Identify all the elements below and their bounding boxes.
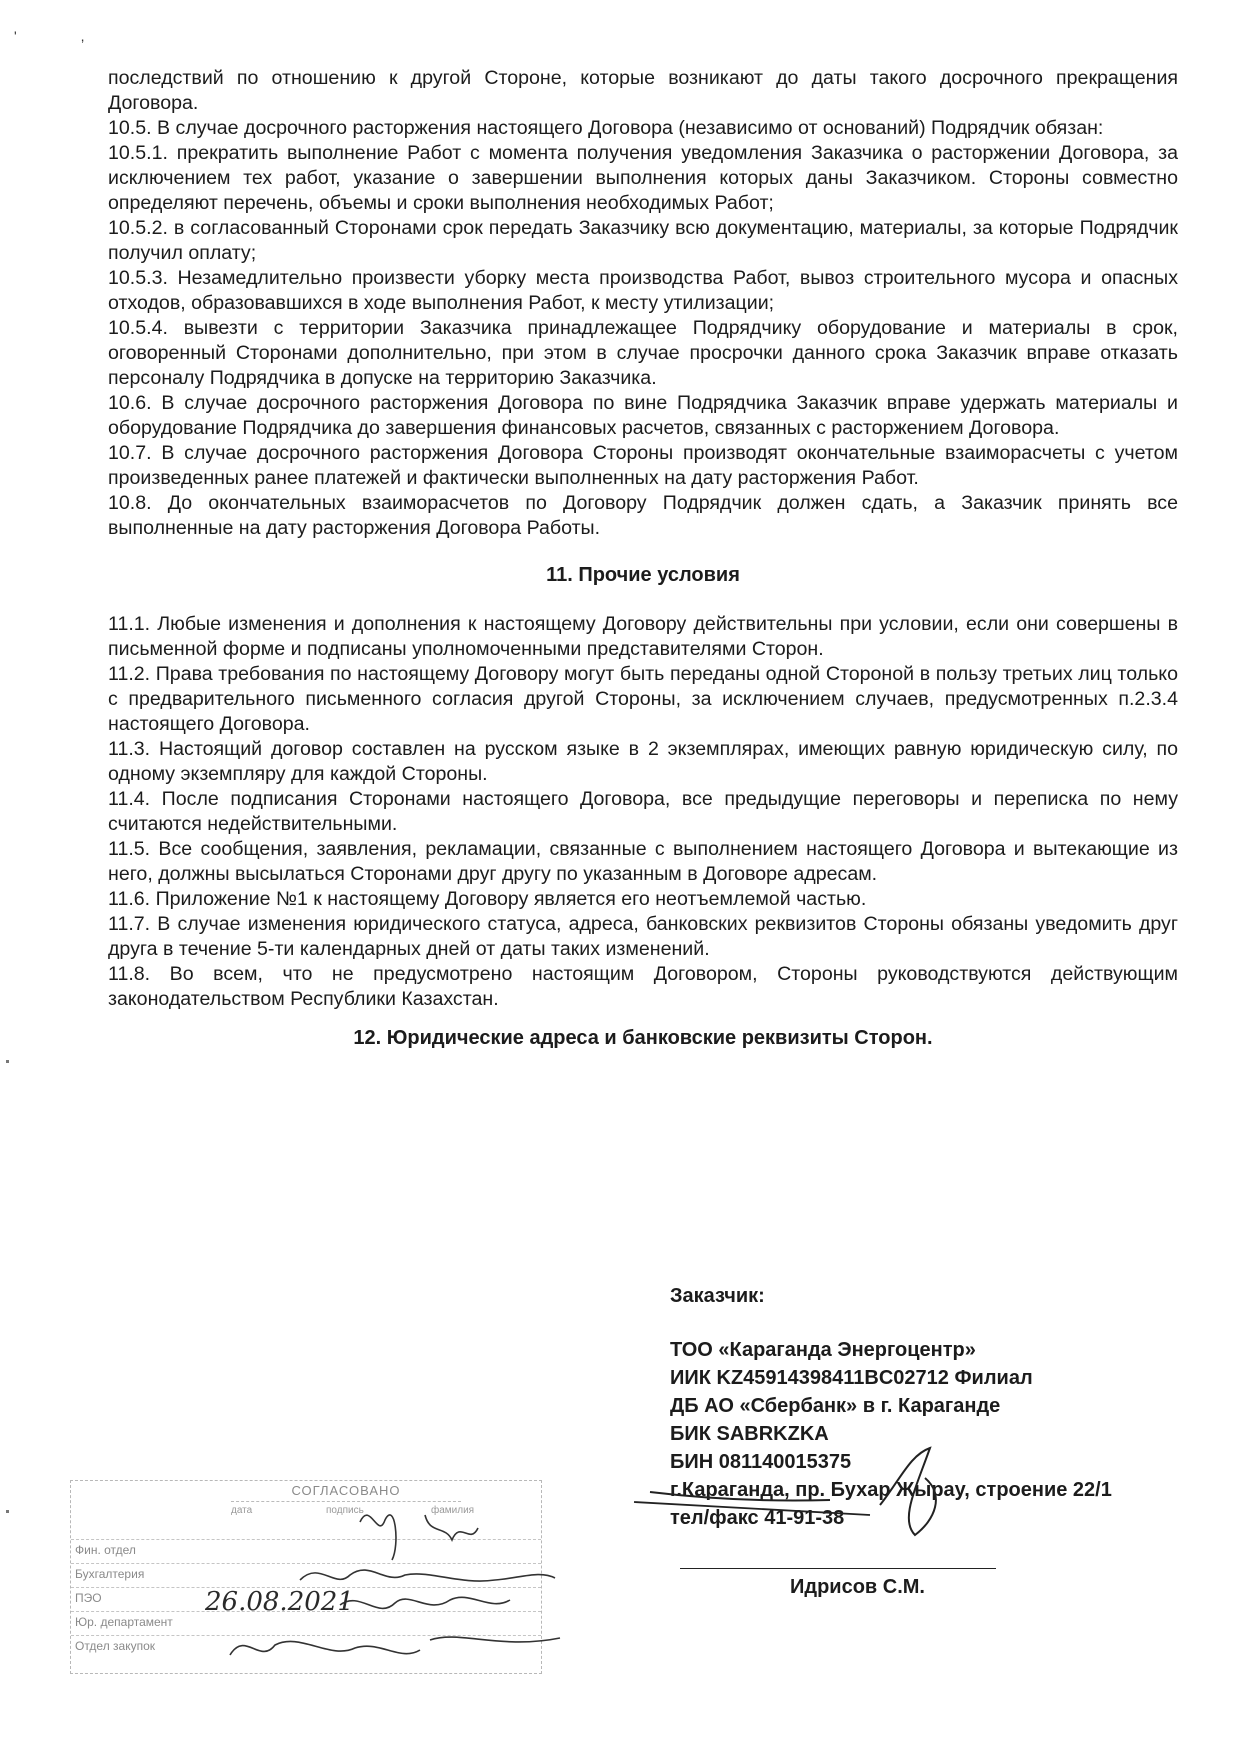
paragraph: 11.1. Любые изменения и дополнения к настоящему Договору действительны при условии, если они совершены в письменной форме и подписаны уполномоченными представителями Сторон. <box>108 613 1178 660</box>
section-11-title: 11. Прочие условия <box>546 564 740 586</box>
scan-artifact <box>6 1510 9 1513</box>
approval-stamp <box>70 1480 542 1674</box>
paragraph: 11.6. Приложение №1 к настоящему Договору является его неотъемлемой частью. <box>108 888 867 910</box>
stamp-row <box>71 1611 541 1636</box>
paragraph: 11.3. Настоящий договор составлен на русском языке в 2 экземплярах, имеющих равную юридическую силу, по одному экземпляру для каждой Стороны. <box>108 738 1178 785</box>
paragraph: последствий по отношению к другой Стороне, которые возникают до даты такого досрочного прекращения Договора. <box>108 67 1178 114</box>
stamp-row-label: Юр. департамент <box>75 1615 173 1629</box>
requisite-phone: тел/факс 41-91-38 <box>670 1507 845 1529</box>
paragraph: 10.5.4. вывезти с территории Заказчика принадлежащее Подрядчику оборудование и материалы в срок, оговоренный Сторонами дополнительно, при этом в случае просрочки данного срока Заказчик вправе отказать персоналу Подрядчика в допуске на территорию Заказчика. <box>108 317 1178 389</box>
stamp-row <box>71 1563 541 1588</box>
requisite-bank: ДБ АО «Сбербанк» в г. Караганде <box>670 1395 1001 1417</box>
paragraph: 11.7. В случае изменения юридического статуса, адреса, банковских реквизитов Стороны обязаны уведомить друг друга в течение 5-ти календарных дней от даты таких изменений. <box>108 913 1178 960</box>
requisite-address: г.Караганда, пр. Бухар Жырау, строение 22/1 <box>670 1479 1112 1501</box>
paragraph: 11.8. Во всем, что не предусмотрено настоящим Договором, Стороны руководствуются действующим законодательством Республики Казахстан. <box>108 963 1178 1010</box>
requisite-iik: ИИК KZ45914398411BC02712 Филиал <box>670 1367 1033 1389</box>
paragraph: 10.7. В случае досрочного расторжения Договора Стороны производят окончательные взаиморасчеты с учетом произведенных ранее платежей и фактически выполненных на дату расторжения Работ. <box>108 442 1178 489</box>
paragraph: 10.6. В случае досрочного расторжения Договора по вине Подрядчика Заказчик вправе удержать материалы и оборудование Подрядчика до завершения финансовых расчетов, связанных с расторжением Договора. <box>108 392 1178 439</box>
scan-corner-mark: ' , <box>14 28 115 44</box>
paragraph: 10.8. До окончательных взаиморасчетов по Договору Подрядчик должен сдать, а Заказчик принять все выполненные на дату расторжения Договора Работы. <box>108 492 1178 539</box>
scan-artifact <box>6 1060 9 1063</box>
requisite-company: ТОО «Караганда Энергоцентр» <box>670 1339 976 1361</box>
handwritten-date: 26.08.2021 <box>205 1587 354 1617</box>
stamp-col-name: фамилия <box>431 1505 475 1516</box>
paragraph: 11.5. Все сообщения, заявления, рекламации, связанные с выполнением настоящего Договора и вытекающие из него, должны высылаться Сторонами друг другу по указанным в Договоре адресам. <box>108 838 1178 885</box>
paragraph: 10.5.1. прекратить выполнение Работ с момента получения уведомления Заказчика о расторжении Договора, за исключением тех работ, указание о завершении выполнения которых даны Заказчиком. Стороны совместно определяют перечень, объемы и сроки выполнения необходимых Работ; <box>108 142 1178 214</box>
stamp-col-date: дата <box>231 1505 253 1516</box>
paragraph: 11.4. После подписания Сторонами настоящего Договора, все предыдущие переговоры и переписка по нему считаются недействительными. <box>108 788 1178 835</box>
stamp-row-label: Фин. отдел <box>75 1543 136 1557</box>
stamp-col-sign: подпись <box>326 1505 364 1516</box>
stamp-row <box>71 1587 541 1612</box>
requisite-bik: БИК SABRKZKA <box>670 1423 829 1445</box>
requisite-bin: БИН 081140015375 <box>670 1451 852 1473</box>
stamp-row <box>71 1635 541 1660</box>
paragraph: 10.5.2. в согласованный Сторонами срок передать Заказчику всю документацию, материалы, за которые Подрядчик получил оплату; <box>108 217 1178 264</box>
stamp-row-label: ПЭО <box>75 1591 102 1605</box>
contract-body <box>108 66 1178 1069</box>
paragraph: 11.2. Права требования по настоящему Договору могут быть переданы одной Стороной в пользу третьих лиц только с предварительного письменного согласия другой Стороны, за исключением случаев, предусмотренных п.2.3.4 настоящего Договора. <box>108 663 1178 735</box>
stamp-title: СОГЛАСОВАНО <box>231 1483 461 1502</box>
customer-role-label: Заказчик: <box>670 1285 765 1307</box>
signatory-name: Идрисов С.М. <box>790 1576 925 1598</box>
stamp-row <box>71 1539 541 1564</box>
customer-requisites <box>670 1282 1190 1532</box>
paragraph: 10.5.3. Незамедлительно произвести уборку места производства Работ, вывоз строительного мусора и опасных отходов, образовавшихся в ходе выполнения Работ, к месту утилизации; <box>108 267 1178 314</box>
stamp-row-label: Бухгалтерия <box>75 1567 145 1581</box>
signature-line <box>680 1568 996 1569</box>
paragraph: 10.5. В случае досрочного расторжения настоящего Договора (независимо от оснований) Подрядчик обязан: <box>108 117 1104 139</box>
stamp-row-label: Отдел закупок <box>75 1639 156 1653</box>
section-12-title: 12. Юридические адреса и банковские реквизиты Сторон. <box>353 1027 933 1049</box>
